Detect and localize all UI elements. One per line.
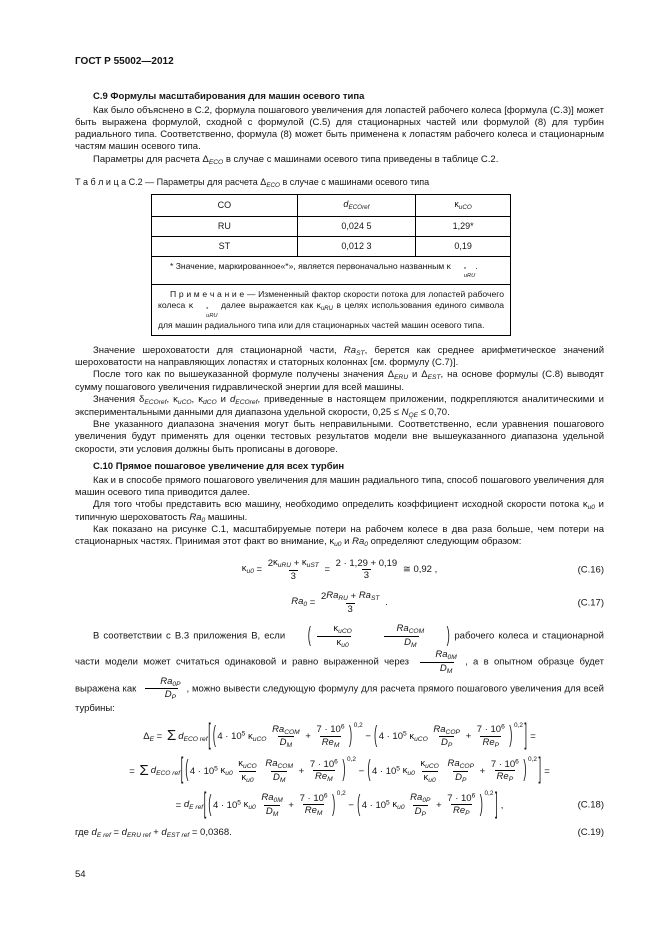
- paragraph: Параметры для расчета $\Delta_{ECO}$ в случае с машинами осевого типа приведены в таблице С.2.: [93, 153, 499, 166]
- paragraph: Значение шероховатости для стационарной части, $Ra_{ST}$, берется как среднее арифметическое значений шероховатости на направляющих лопастях и статорных колоннах [см. формулу (С.7)].: [75, 344, 604, 369]
- table-footnote: * Значение, маркированное«*», является первоначально названным κ * uRU .: [152, 256, 511, 285]
- formula-label: (С.19): [577, 826, 604, 838]
- paragraph: Вне указанного диапазона значения могут быть неправильными. Соответственно, если уравнения пошагового увеличения будут применять для оценки тестовых результатов модели вне вышеуказанного диапазона удельной скорости, эти условия должны быть прописаны в договоре.: [75, 419, 604, 455]
- formula-math: = Σ $d_{ECO ref}$ [ ( $4 \cdot 10^5$ $\kappa_{u0}$ $\kappa_{uCO}$ $\kappa_{u0}$ $Ra_{COM}$ $D_M$ + $7 \cdot 10^6$ $Re_M$ ) 0,2 − ( $4 \cdot 10^5$ $\kappa_{u0}$ $\kappa_{uCO}$ $\kappa_{u0}$ $Ra_{COP}$ $D_P$ + $7 \cdot 10^6$ $Re_P$ ) 0,2 ] =: [129, 753, 550, 787]
- paragraph: Как было объяснено в С.2, формула пошагового увеличения для лопастей рабочего колеса [формула (С.3)] может быть выражена формулой, сходной с формулой (С.5) для стационарных частей или формулой (8) для турбин радиального типа. Соответственно, формула (8) может быть применена к лопастям рабочего колеса и стационарным частям машин осевого типа.: [75, 105, 604, 153]
- document-header: ГОСТ Р 55002—2012: [75, 56, 174, 67]
- formula-block: [75, 753, 604, 787]
- table-row: [152, 216, 511, 236]
- formula-label: (С.16): [577, 564, 604, 576]
- where-text: где $d_{E ref} = d_{ERU ref} + d_{EST ref} = 0,0368$.: [75, 826, 232, 839]
- table-note: П р и м е ч а н и е — Измененный фактор скорости потока для лопастей рабочего колеса κ * uRU далее выражается как $\kappa_{uRU}$ в целях использования единого символа для машин радиального типа или для стационарных частей машин осевого типа.: [152, 285, 511, 335]
- formula-block: [75, 788, 604, 822]
- table-header-cell: $\kappa_{uCO}$: [416, 195, 511, 216]
- formula-math: = $d_{E ref}$ [ ( $4 \cdot 10^5$ $\kappa_{u0}$ $Ra_{0M}$ $D_M$ + $7 \cdot 10^6$ $Re_M$ ) 0,2 − ( $4 \cdot 10^5$ $\kappa_{u0}$ $Ra_{0P}$ $D_P$ + $7 \cdot 10^6$ $Re_P$ ) 0,2 ] ,: [175, 788, 504, 822]
- section-heading: С.9 Формулы масштабирования для машин осевого типа: [93, 91, 365, 102]
- table-row: [152, 236, 511, 256]
- document-flow: [75, 91, 604, 839]
- table-header-cell: CO: [152, 195, 298, 216]
- table-cell: ST: [152, 236, 298, 256]
- table-cell: 0,012 3: [297, 236, 416, 256]
- table-c2: [151, 194, 511, 335]
- paragraph: Как и в способе прямого пошагового увеличения для машин радиального типа, способ пошагового увеличения для машин осевого типа приводится далее.: [75, 474, 604, 498]
- table-header-row: [152, 195, 511, 216]
- table-cell: RU: [152, 216, 298, 236]
- paragraph: Значения $\delta_{ECOref}$, $\kappa_{uCO}$, $\kappa_{dCO}$ и $d_{ECOref}$, приведенные в настоящем приложении, подкрепляются аналитическими и экспериментальными данными для диапазона удельной скорости, $0,25 \le N_{QE} \le 0,70$.: [75, 394, 604, 419]
- formula-block: [75, 557, 604, 582]
- sum-symbol: Σ: [166, 727, 177, 745]
- table-cell: 1,29*: [416, 216, 511, 236]
- formula-math: $\kappa_{u0}$ = 2 $\kappa_{uRU}$ + $\kappa_{uST}$ 3 = $\frac{2 \cdot 1,29 + 0,19}{3}$ ≅ 0,92 ,: [241, 557, 438, 582]
- table-header-cell: $d_{ECOref}$: [297, 195, 416, 216]
- section-heading: С.10 Прямое пошаговое увеличение для всех турбин: [93, 460, 345, 472]
- sum-symbol: Σ: [139, 761, 149, 779]
- formula-label: (С.18): [577, 799, 604, 811]
- table-cell: 0,19: [416, 236, 511, 256]
- table-cell: 0,024 5: [297, 216, 416, 236]
- table-footnote-row: [152, 256, 511, 285]
- formula-block: [75, 590, 604, 615]
- where-clause: [75, 827, 604, 840]
- formula-math: $Ra_0$ = 2 $Ra_{RU}$ + $Ra_{ST}$ 3 .: [291, 590, 388, 615]
- paragraph: Для того чтобы представить всю машину, необходимо определить коэффициент исходной скорости потока $\kappa_{u0}$ и типичную шероховатость $Ra_0$ машины.: [75, 499, 604, 524]
- formula-math: $\Delta_E$ = Σ $d_{ECO ref}$ [ ( $4 \cdot 10^5$ $\kappa_{uCO}$ $Ra_{COM}$ $D_M$ + $7 \cdot 10^6$ $Re_M$ ) 0,2 − ( $4 \cdot 10^5$ $\kappa_{uCO}$ $Ra_{COP}$ $D_P$ + $7 \cdot 10^6$ $Re_P$ ) 0,2 ] =: [143, 719, 536, 753]
- table-note-row: [152, 285, 511, 335]
- page-number: 54: [75, 869, 86, 881]
- paragraph: Как показано на рисунке С.1, масштабируемые потери на рабочем колесе в два раза больше, чем потери на стационарных частях. Принимая этот факт во внимание, $\kappa_{u0}$ и $Ra_0$ определяют следующим образом:: [75, 524, 604, 549]
- formula-label: (С.17): [577, 597, 604, 609]
- table-caption: Т а б л и ц а С.2 — Параметры для расчета $\Delta_{ECO}$ в случае с машинами осевого типа: [75, 177, 430, 190]
- formula-block: [75, 719, 604, 753]
- paragraph: В соответствии с В.3 приложения В, если ( $\kappa_{uCO}$ $\kappa_{u0}$ $Ra_{COM}$ $D_M$ ) рабочего колеса и стационарной части модели может считаться одинаковой и равно выраженной через $\frac{Ra_{0M}}{D_M}$ , а в опытном образце будет выражена как $\frac{Ra_{0P}}{D_P}$ , можно вывести следующую формулу для расчета прямого пошагового увеличения для всей турбины:: [75, 623, 605, 714]
- paragraph: После того как по вышеуказанной формуле получены значения $\Delta_{ERU}$ и $\Delta_{EST}$, на основе формулы (С.8) выводят сумму пошагового увеличения гидравлической энергии для всей машины.: [75, 369, 604, 393]
